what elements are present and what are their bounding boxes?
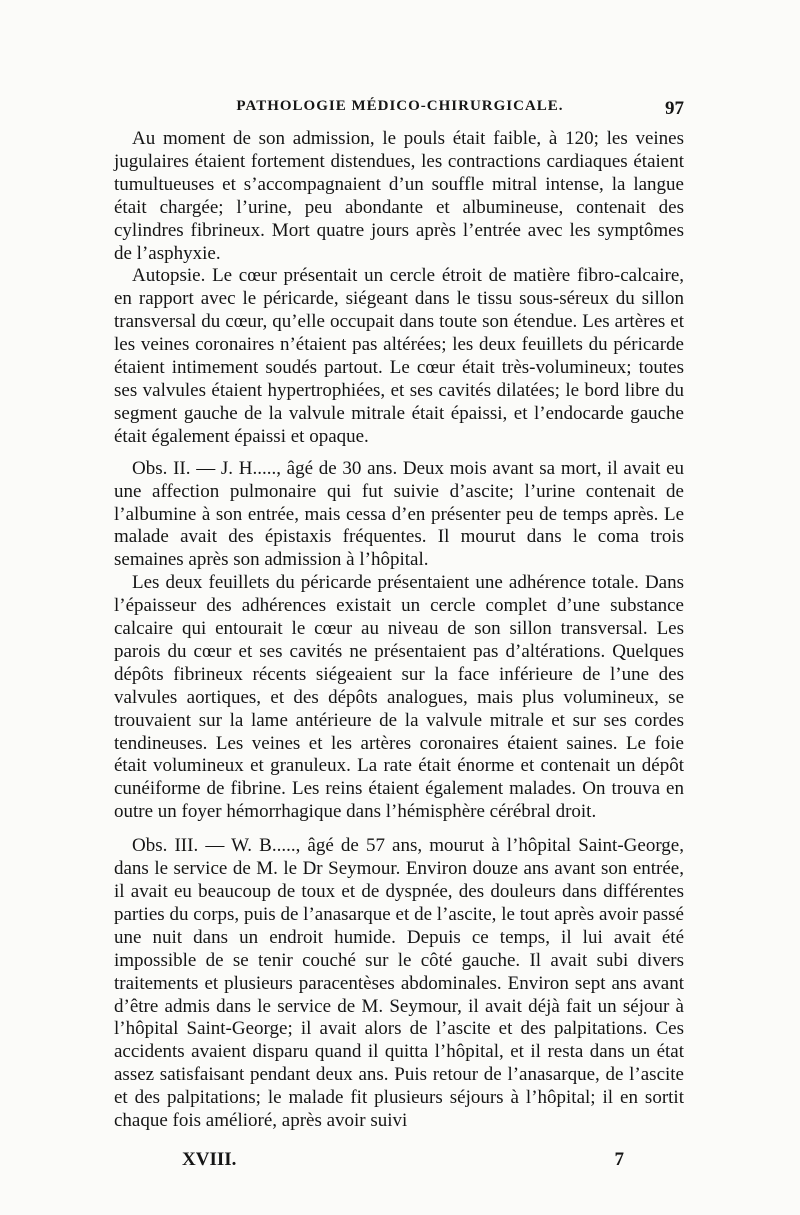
paragraph-obs-3: Obs. III. — W. B....., âgé de 57 ans, mourut à l’hôpital Saint-George, dans le service de M. le Dr Seymour. Environ douze ans avant son entrée, il avait eu beaucoup de toux et de dyspnée, des douleurs dans différentes parties du corps, puis de l’anasarque et de l’ascite, le tout après avoir passé une nuit dans un endroit humide. Depuis ce temps, il lui avait été impossible de se tenir couché sur le côté gauche. Il avait subi divers traitements et plusieurs paracentèses abdominales. Environ sept ans avant d’être admis dans le service de M. Seymour, il avait déjà fait un séjour à l’hôpital Saint-George; il avait alors de l’ascite et des palpitations. Ces accidents avaient disparu quand il quitta l’hôpital, et il resta dans un état assez satisfaisant pendant deux ans. Puis retour de l’anasarque, de l’ascite et des palpitations; le malade fit plusieurs séjours à l’hôpital; il en sortit chaque fois amélioré, après avoir suivi xyxy=(114,835,684,1132)
page-body xyxy=(114,128,684,1133)
page-footer xyxy=(116,1149,684,1177)
signature-mark: XVIII. xyxy=(182,1149,237,1170)
paragraph-autopsie-1: Autopsie. Le cœur présentait un cercle étroit de matière fibro-calcaire, en rapport avec le péricarde, siégeant dans le tissu sous-séreux du sillon transversal du cœur, qu’elle occupait dans toute son étendue. Les artères et les veines coronaires n’étaient pas altérées; les deux feuillets du péricarde étaient intimement soudés partout. Le cœur était très-volumineux; toutes ses valvules étaient hypertrophiées, et ses cavités dilatées; le bord libre du segment gauche de la valvule mitrale était épaissi, et l’endocarde gauche était également épaissi et opaque. xyxy=(114,265,684,447)
paragraph-obs-2-autopsy: Les deux feuillets du péricarde présentaient une adhérence totale. Dans l’épaisseur des adhérences existait un cercle complet d’une substance calcaire qui entourait le cœur au niveau de son sillon transversal. Les parois du cœur et ses cavités ne présentaient pas d’altérations. Quelques dépôts fibrineux récents siégeaient sur la face inférieure de l’une des valvules aortiques, et des dépôts analogues, mais plus volumineux, se trouvaient sur la lame antérieure de la valvule mitrale et sur ses cordes tendineuses. Les veines et les artères coronaires étaient saines. Le foie était volumineux et granuleux. La rate était énorme et contenait un dépôt cunéiforme de fibrine. Les reins étaient également malades. On trouva en outre un foyer hémorrhagique dans l’hémisphère cérébral droit. xyxy=(114,572,684,823)
running-title: PATHOLOGIE MÉDICO-CHIRURGICALE. xyxy=(236,98,564,114)
paragraph-obs-2: Obs. II. — J. H....., âgé de 30 ans. Deux mois avant sa mort, il avait eu une affection pulmonaire qui fut suivie d’ascite; l’urine contenait de l’albumine à son entrée, mais cessa d’en présenter peu de temps après. Le malade avait des épistaxis fréquentes. Il mourut dans le coma trois semaines après son admission à l’hôpital. xyxy=(114,457,684,571)
page-number: 97 xyxy=(665,98,684,119)
running-header xyxy=(116,98,684,122)
sheet-number: 7 xyxy=(614,1149,624,1170)
paragraph-admission: Au moment de son admission, le pouls était faible, à 120; les veines jugulaires étaient fortement distendues, les contractions cardiaques étaient tumultueuses et s’accompagnaient d’un souffle mitral intense, la langue était chargée; l’urine, peu abondante et albumineuse, contenait des cylindres fibrineux. Mort quatre jours après l’entrée avec les symptômes de l’asphyxie. xyxy=(114,128,684,264)
